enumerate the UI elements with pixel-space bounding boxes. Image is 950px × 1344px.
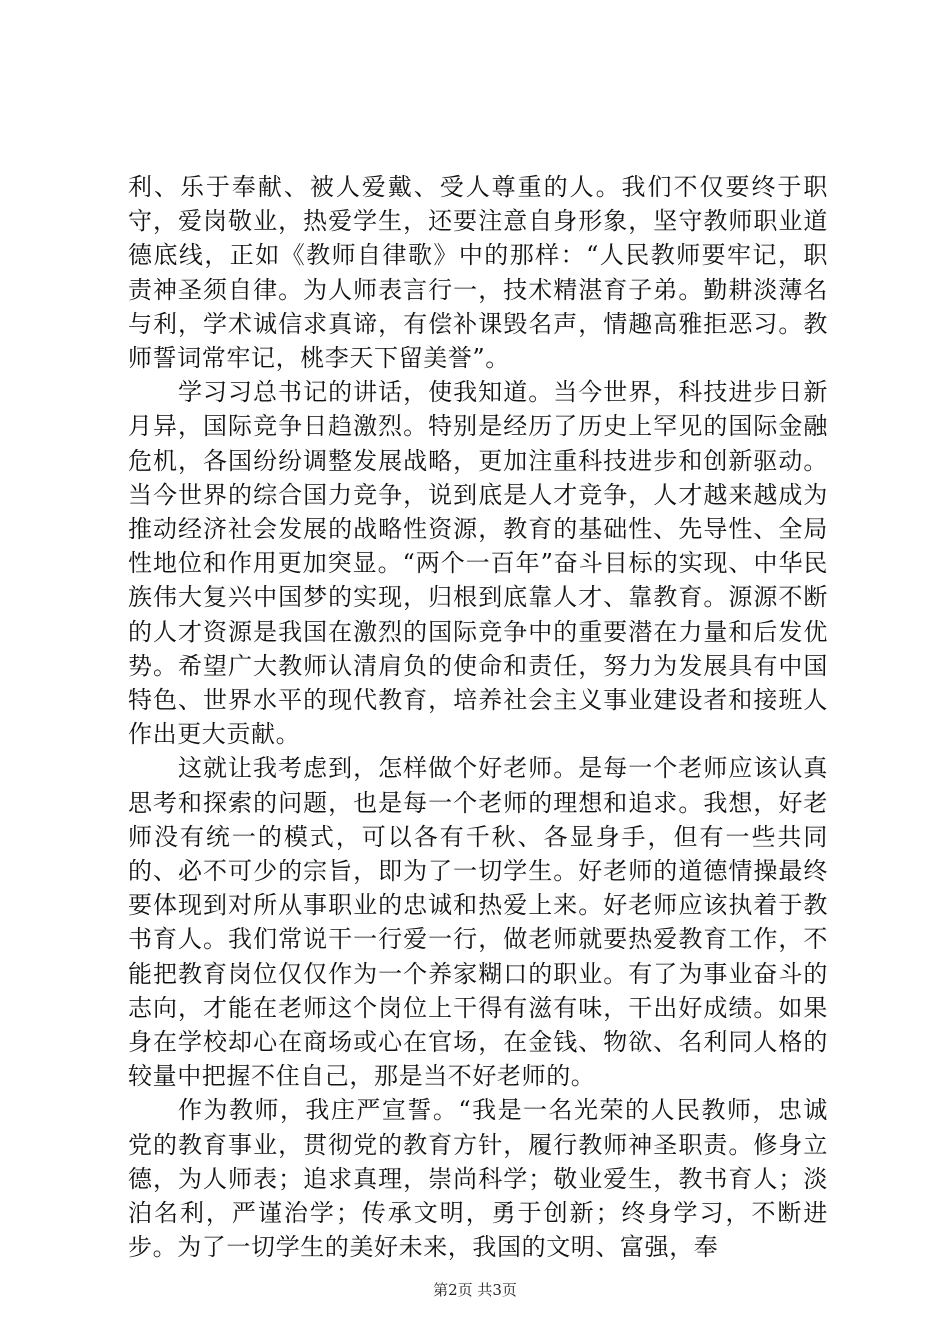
paragraph-1: 利、乐于奉献、被人爱戴、受人尊重的人。我们不仅要终于职守，爱岗敬业，热爱学生，还要注意自身形象，坚守教师职业道德底线，正如《教师自律歌》中的那样：“人民教师要牢记，职责神圣须自律。为人师表言行一，技术精湛育子弟。勤耕淡薄名与利，学术诚信求真谛，有偿补课毁名声，情趣高雅拒恶习。教师誓词常牢记，桃李天下留美誉”。 xyxy=(128,173,828,373)
document-body xyxy=(128,170,828,1265)
paragraph-4: 作为教师，我庄严宣誓。“我是一名光荣的人民教师，忠诚党的教育事业，贯彻党的教育方针，履行教师神圣职责。修身立德，为人师表；追求真理，崇尚科学；敬业爱生，教书育人；淡泊名利，严谨治学；传承文明，勇于创新；终身学习，不断进步。为了一切学生的美好未来，我国的文明、富强，奉 xyxy=(128,1096,828,1262)
paragraph-3: 这就让我考虑到，怎样做个好老师。是每一个老师应该认真思考和探索的问题，也是每一个老师的理想和追求。我想，好老师没有统一的模式，可以各有千秋、各显身手，但有一些共同的、必不可少的宗旨，即为了一切学生。好老师的道德情操最终要体现到对所从事职业的忠诚和热爱上来。好老师应该执着于教书育人。我们常说干一行爱一行，做老师就要热爱教育工作，不能把教育岗位仅仅作为一个养家糊口的职业。有了为事业奋斗的志向，才能在老师这个岗位上干得有滋有味，干出好成绩。如果身在学校却心在商场或心在官场，在金钱、物欲、名利同人格的较量中把握不住自己，那是当不好老师的。 xyxy=(128,754,828,1091)
paragraph-2: 学习习总书记的讲话，使我知道。当今世界，科技进步日新月异，国际竞争日趋激烈。特别是经历了历史上罕见的国际金融危机，各国纷纷调整发展战略，更加注重科技进步和创新驱动。当今世界的综合国力竞争，说到底是人才竞争，人才越来越成为推动经济社会发展的战略性资源，教育的基础性、先导性、全局性地位和作用更加突显。“两个一百年”奋斗目标的实现、中华民族伟大复兴中国梦的实现，归根到底靠人才、靠教育。源源不断的人才资源是我国在激烈的国际竞争中的重要潜在力量和后发优势。希望广大教师认清肩负的使命和责任，努力为发展具有中国特色、世界水平的现代教育，培养社会主义事业建设者和接班人作出更大贡献。 xyxy=(128,378,828,749)
page-footer: 第2页 共3页 xyxy=(433,1281,517,1299)
